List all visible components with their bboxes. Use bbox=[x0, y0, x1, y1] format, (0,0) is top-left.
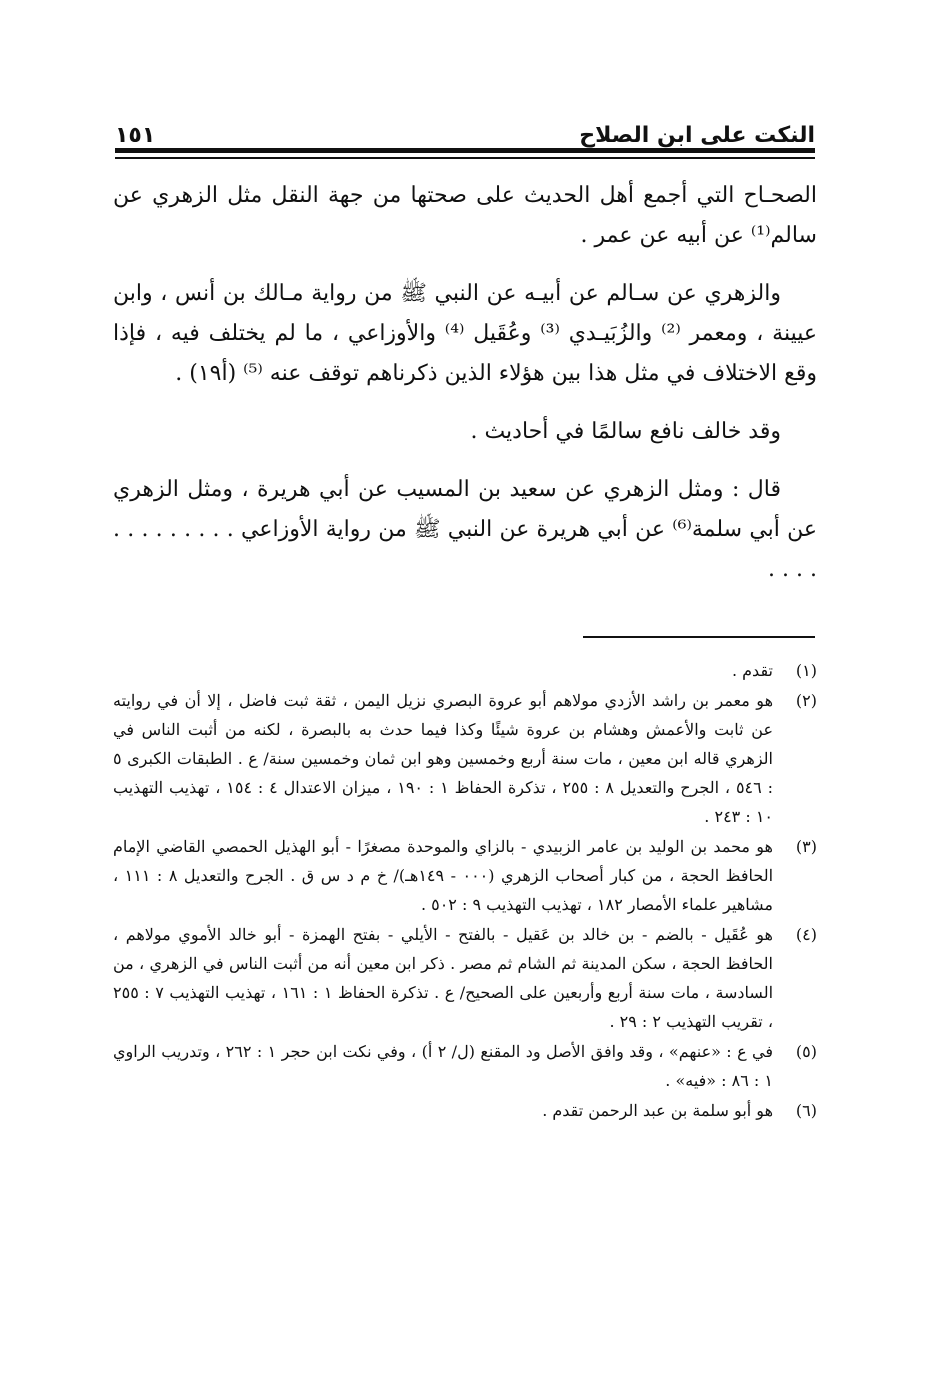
footnote-separator bbox=[583, 636, 815, 638]
running-title: النكت على ابن الصلاح bbox=[579, 123, 815, 148]
page-header bbox=[115, 108, 815, 148]
footnote-item bbox=[113, 686, 817, 831]
footnote-text: هو محمد بن الوليد بن عامر الزبيدي - بالزاي والموحدة مصغرًا - أبو الهذيل الحمصي القاضي الإمام الحافظ الحجة ، من كبار أصحاب الزهري (٠٠٠ - ١٤٩هـ)/ خ م د س ق . الجرح والتعديل ٨ : ١١١ ، مشاهير علماء الأمصار ١٨٢ ، تهذيب التهذيب ٩ : ٥٠٢ . bbox=[113, 837, 774, 914]
paragraph-1: الصحـاح التي أجمع أهل الحديث على صحتها من جهة النقل مثل الزهري عن سالم⁽¹⁾ عن أبيه عن عمر . bbox=[113, 183, 817, 248]
footnote-number: (٢) bbox=[795, 691, 817, 710]
footnote-text: هو معمر بن راشد الأزدي مولاهم أبو عروة البصري نزيل اليمن ، ثقة ثبت فاضل ، إلا أن في روايته عن ثابت والأعمش وهشام بن عروة شيئًا وكذا فيما حدث به بالبصرة ، لكنه من أثبت الناس في الزهري قاله ابن معين ، مات سنة أربع وخمسين وهو ابن ثمان وخمسين سنة/ ع . الطبقات الكبرى ٥ : ٥٤٦ ، الجرح والتعديل ٨ : ٢٥٥ ، تذكرة الحفاظ ١ : ١٩٠ ، ميزان الاعتدال ٤ : ١٥٤ ، تهذيب التهذيب ١٠ : ٢٤٣ . bbox=[113, 691, 773, 826]
footnote-number: (٣) bbox=[795, 837, 817, 856]
footnote-item bbox=[113, 832, 817, 919]
paragraph-3: وقد خالف نافع سالمًا في أحاديث . bbox=[470, 419, 781, 444]
footnote-item bbox=[113, 1037, 817, 1095]
header-rule-thin bbox=[115, 157, 815, 159]
footnote-text: هو أبو سلمة بن عبد الرحمن تقدم . bbox=[542, 1101, 773, 1120]
paragraph-2: والزهري عن سـالم عن أبيـه عن النبي ﷺ من رواية مـالك بن أنس ، وابن عيينة ، ومعمر ⁽²⁾ والزُبَيـدي ⁽³⁾ وعُقَيل ⁽⁴⁾ والأوزاعي ، ما لم يختلف فيه ، فإذا وقع الاختلاف في مثل هذا بين هؤلاء الذين ذكرناهم توقف عنه ⁽⁵⁾ (أ١٩) . bbox=[113, 281, 817, 386]
footnote-number: (٦) bbox=[795, 1101, 817, 1120]
paragraph-4: قال : ومثل الزهري عن سعيد بن المسيب عن أبي هريرة ، ومثل الزهري عن أبي سلمة⁽⁶⁾ عن أبي هريرة عن النبي ﷺ من رواية الأوزاعي . . . . . . . . . . . . . bbox=[113, 477, 817, 582]
footnote-number: (٥) bbox=[795, 1042, 817, 1061]
footnote-item bbox=[113, 1096, 817, 1125]
header-rule-thick bbox=[115, 148, 815, 153]
page-number: ١٥١ bbox=[115, 123, 156, 148]
footnote-number: (١) bbox=[795, 661, 817, 680]
footnote-item bbox=[113, 656, 817, 685]
footnote-item bbox=[113, 920, 817, 1036]
main-text bbox=[113, 176, 817, 608]
footnote-text: في ع : «عنهم» ، وقد وافق الأصل ود المقنع (ل/ ٢ أ) ، وفي نكت ابن حجر ١ : ٢٦٢ ، وتدريب الراوي ١ : ٨٦ : «فيه» . bbox=[113, 1042, 774, 1090]
footnote-text: تقدم . bbox=[731, 661, 773, 680]
footnotes bbox=[113, 656, 817, 1126]
footnote-text: هو عُقَيل - بالضم - بن خالد بن عَقيل - بالفتح - الأيلي - بفتح الهمزة - أبو خالد الأموي مولاهم ، الحافظ الحجة ، سكن المدينة ثم الشام ثم مصر . ذكر ابن معين أنه من أثبت الناس في الزهري ، من السادسة ، مات سنة أربع وأربعين على الصحيح/ ع . تذكرة الحفاظ ١ : ١٦١ ، تهذيب التهذيب ٧ : ٢٥٥ ، تقريب التهذيب ٢ : ٢٩ . bbox=[113, 925, 774, 1031]
footnote-number: (٤) bbox=[795, 925, 817, 944]
